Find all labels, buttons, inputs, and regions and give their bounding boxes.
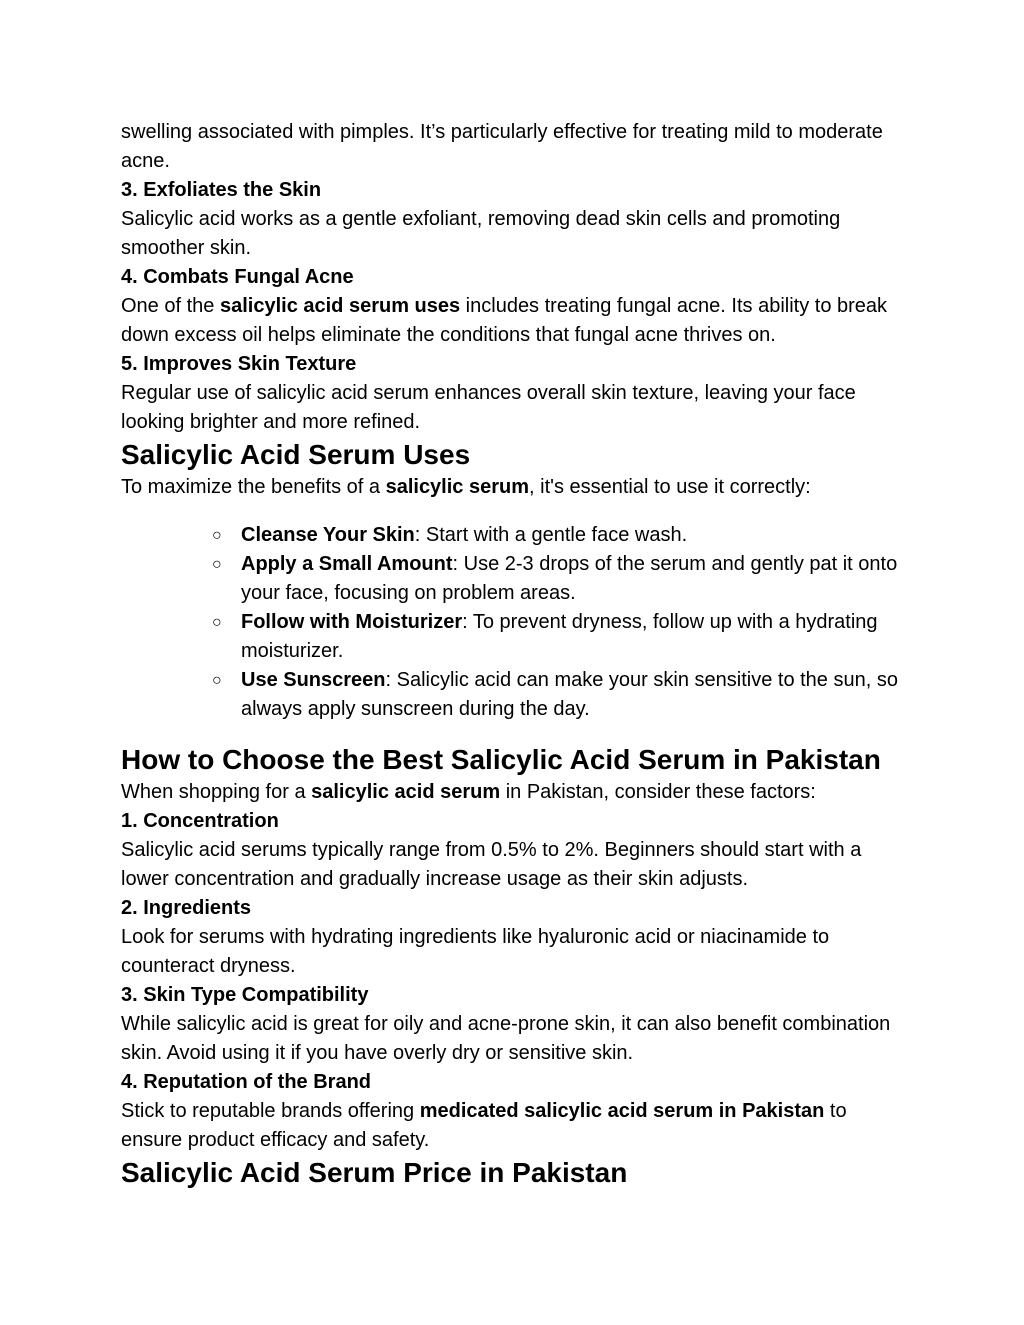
- factor-ingredients: [121, 894, 911, 981]
- factor-text: While salicylic acid is great for oily and acne-prone skin, it can also benefit combination skin. Avoid using it if you have overly dry or sensitive skin.: [121, 1013, 891, 1064]
- benefit-text: Salicylic acid works as a gentle exfoliant, removing dead skin cells and promoting smoother skin.: [121, 208, 841, 259]
- list-item: [212, 608, 911, 666]
- uses-intro-text: To maximize the benefits of a: [121, 476, 386, 498]
- step-label: Follow with Moisturizer: [241, 611, 463, 633]
- circle-bullet-icon: ○: [212, 672, 222, 689]
- benefit-body: [121, 379, 911, 437]
- benefit-heading: 4. Combats Fungal Acne: [121, 266, 354, 288]
- step-text: : Salicylic acid can make your skin sensitive to the sun, so always apply sunscreen during the day.: [241, 669, 898, 720]
- circle-bullet-icon: ○: [212, 556, 222, 573]
- factor-text: Stick to reputable brands offering: [121, 1100, 420, 1122]
- benefit-text: Regular use of salicylic acid serum enhances overall skin texture, leaving your face looking brighter and more refined.: [121, 382, 856, 433]
- benefit-heading: 5. Improves Skin Texture: [121, 353, 357, 375]
- choose-intro-text: in Pakistan, consider these factors:: [500, 781, 816, 803]
- choose-intro-text: When shopping for a: [121, 781, 312, 803]
- list-item: [212, 521, 911, 550]
- choose-intro: [121, 778, 911, 807]
- benefit-4: [121, 263, 911, 350]
- list-item: [212, 666, 911, 724]
- factor-emphasis: medicated salicylic acid serum in Pakistan: [419, 1100, 825, 1122]
- uses-intro-emphasis: salicylic serum: [385, 476, 530, 498]
- benefit-3: [121, 176, 911, 263]
- benefit-text: includes treating fungal acne. Its ability to break down excess oil helps eliminate the conditions that fungal acne thrives on.: [121, 295, 888, 346]
- benefit-text: One of the: [121, 295, 220, 317]
- uses-intro: [121, 473, 911, 502]
- step-label: Apply a Small Amount: [241, 553, 453, 575]
- factor-body: [121, 923, 911, 981]
- list-item: [212, 550, 911, 608]
- factor-body: [121, 1097, 911, 1155]
- factor-text: Look for serums with hydrating ingredients like hyaluronic acid or niacinamide to counteract dryness.: [121, 926, 830, 977]
- factor-heading: 3. Skin Type Compatibility: [121, 984, 369, 1006]
- benefit-body: [121, 292, 911, 350]
- section-title-choose: How to Choose the Best Salicylic Acid Serum in Pakistan: [121, 744, 881, 775]
- factor-skin-type: [121, 981, 911, 1068]
- benefit-emphasis: salicylic acid serum uses: [219, 295, 461, 317]
- factor-brand: [121, 1068, 911, 1155]
- document-page: [121, 118, 911, 1191]
- circle-bullet-icon: ○: [212, 614, 222, 631]
- circle-bullet-icon: ○: [212, 527, 222, 544]
- step-label: Cleanse Your Skin: [241, 524, 415, 546]
- step-label: Use Sunscreen: [241, 669, 386, 691]
- factor-body: [121, 836, 911, 894]
- factor-heading: 4. Reputation of the Brand: [121, 1071, 371, 1093]
- factor-text: to ensure product efficacy and safety.: [121, 1100, 847, 1151]
- step-text: : To prevent dryness, follow up with a hydrating moisturizer.: [241, 611, 878, 662]
- step-text: : Use 2-3 drops of the serum and gently pat it onto your face, focusing on problem areas.: [241, 553, 898, 604]
- section-title-uses: Salicylic Acid Serum Uses: [121, 439, 471, 470]
- usage-steps-list: [121, 521, 911, 724]
- factor-heading: 2. Ingredients: [121, 897, 252, 919]
- factor-concentration: [121, 807, 911, 894]
- choose-intro-emphasis: salicylic acid serum: [311, 781, 501, 803]
- benefit-body: [121, 205, 911, 263]
- section-title-price: Salicylic Acid Serum Price in Pakistan: [121, 1157, 628, 1188]
- step-text: : Start with a gentle face wash.: [414, 524, 688, 546]
- uses-intro-text: , it's essential to use it correctly:: [529, 476, 811, 498]
- benefit-5: [121, 350, 911, 437]
- intro-paragraph: swelling associated with pimples. It’s particularly effective for treating mild to moderate acne.: [121, 121, 883, 172]
- factor-heading: 1. Concentration: [121, 810, 279, 832]
- factor-body: [121, 1010, 911, 1068]
- benefit-heading: 3. Exfoliates the Skin: [121, 179, 322, 201]
- factor-text: Salicylic acid serums typically range from 0.5% to 2%. Beginners should start with a lower concentration and gradually increase usage as their skin adjusts.: [121, 839, 862, 890]
